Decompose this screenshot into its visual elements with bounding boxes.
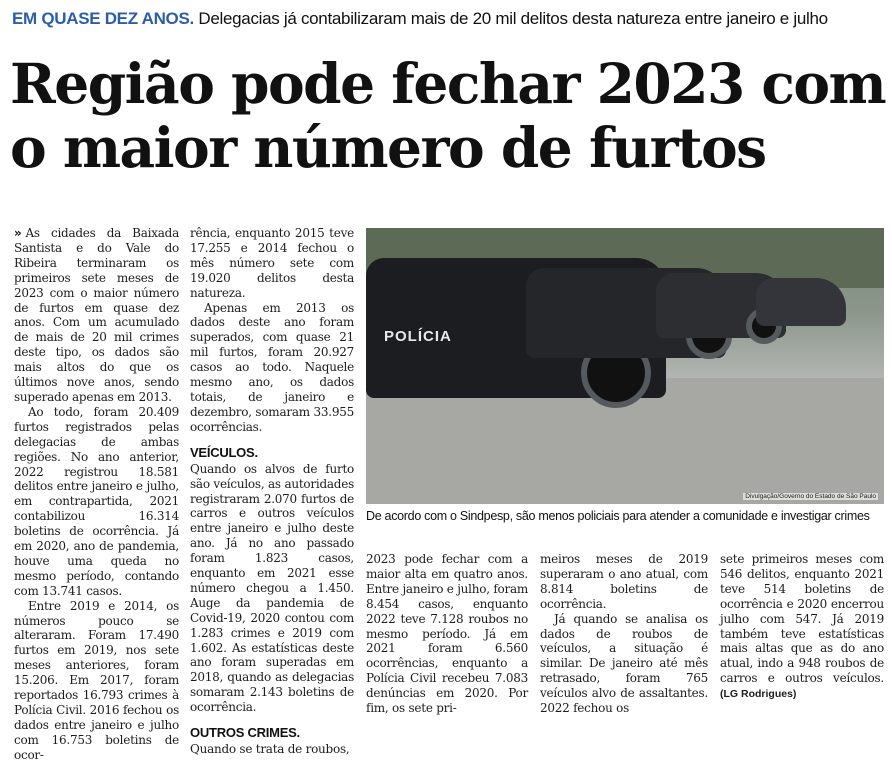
kicker	[12, 8, 887, 30]
article-column-3	[366, 552, 528, 716]
section-heading-other-crimes: OUTROS CRIMES.	[190, 725, 300, 741]
headline	[10, 52, 890, 180]
paragraph	[720, 552, 884, 702]
kicker-text: Delegacias já contabilizaram mais de 20 mil delitos desta natureza entre janeiro e julho	[198, 9, 828, 28]
paragraph-text: sete primeiros meses com 546 delitos, enquanto 2021 teve 514 boletins de ocorrência e 2020 encerrou julho com 547. Já 2019 também teve estatísticas mais altas que as do ano atual, indo a 948 roubos de carros e outros veículos.	[720, 552, 884, 686]
headline-line-2: o maior número de furtos	[10, 115, 766, 180]
headline-line-1: Região pode fechar 2023 com	[10, 51, 886, 116]
article-column-5	[720, 552, 884, 702]
paragraph: Apenas em 2013 os dados deste ano foram superados, com quase 21 mil furtos, foram 20.927 casos ao todo. Naquele mesmo ano, os dados totais, de janeiro e dezembro, somaram 33.955 ocorrências.	[190, 300, 354, 434]
paragraph: 2023 pode fechar com a maior alta em quatro anos. Entre janeiro e julho, foram 8.454 casos, enquanto 2022 teve 7.128 roubos no mesmo período. Já em 2021 foram 6.560 ocorrências, enquanto a Polícia Civil recebeu 7.083 denúncias em 2020. Por fim, os sete pri-	[366, 552, 529, 716]
paragraph: Quando os alvos de furto são veículos, as autoridades registraram 2.070 furtos de carros e outros veículos entre janeiro e julho deste ano. Já no ano passado foram 1.823 casos, enquanto em 2021 esse número chegou a 1.450. Auge da pandemia de Covid-19, 2020 contou com 1.283 crimes e 2019 com 1.602. As estatísticas deste ano foram superadas em 2018, quando as delegacias somaram 2.143 boletins de ocorrência.	[190, 461, 354, 715]
paragraph: Quando se trata de roubos,	[190, 742, 350, 757]
article-column-4	[540, 552, 708, 716]
paragraph: meiros meses de 2019 superaram o ano atual, com 8.814 boletins de ocorrência.	[540, 552, 708, 611]
photo-credit: Divulgação/Governo do Estado de São Paulo	[745, 493, 876, 500]
news-photo	[366, 228, 884, 504]
paragraph: rência, enquanto 2015 teve 17.255 e 2014 fechou o mês número sete com 19.020 delitos desta natureza.	[190, 226, 354, 300]
author-signature: (LG Rodrigues)	[720, 688, 797, 701]
section-heading-vehicles: VEÍCULOS.	[190, 444, 258, 460]
paragraph: Ao todo, foram 20.409 furtos registrados pelas delegacias de ambas regiões. No ano anterior, 2022 registrou 18.581 delitos entre janeiro e julho, em contrapartida, 2021 contabilizou 16.314 boletins de ocorrência. Já em 2020, ano de pandemia, houve uma queda no mesmo período, contando com 13.741 casos.	[14, 404, 179, 598]
photo-caption: De acordo com o Sindpesp, são menos policiais para atender a comunidade e investigar crimes	[366, 509, 870, 523]
police-vehicle	[756, 278, 846, 326]
kicker-label: EM QUASE DEZ ANOS.	[12, 9, 194, 28]
paragraph-text: As cidades da Baixada Santista e do Vale do Ribeira terminaram os primeiros sete meses de 2023 com o maior número de furtos em quase dez anos. Com um acumulado de mais de 20 mil crimes deste tipo, os dados são mais altos do que os últimos nove anos, sendo superado apenas em 2013.	[14, 226, 179, 404]
paragraph	[14, 226, 179, 405]
vehicle-text: POLÍCIA	[384, 328, 452, 345]
paragraph: Entre 2019 e 2014, os números pouco se alteraram. Foram 17.490 furtos em 2019, nos sete meses anteriores, foram 15.206. Em 2017, foram reportados 16.793 crimes à Polícia Civil. 2016 fechou os dados entre janeiro e julho com 16.753 boletins de ocor-	[14, 598, 179, 762]
article-column-1	[14, 226, 179, 763]
paragraph: Já quando se analisa os dados de roubos de veículos, a situação é similar. De janeiro até mês retrasado, foram 765 veículos alvo de assaltantes. 2022 fechou os	[540, 611, 708, 716]
article-column-2	[190, 226, 354, 757]
lead-marker-icon: »	[14, 226, 22, 240]
